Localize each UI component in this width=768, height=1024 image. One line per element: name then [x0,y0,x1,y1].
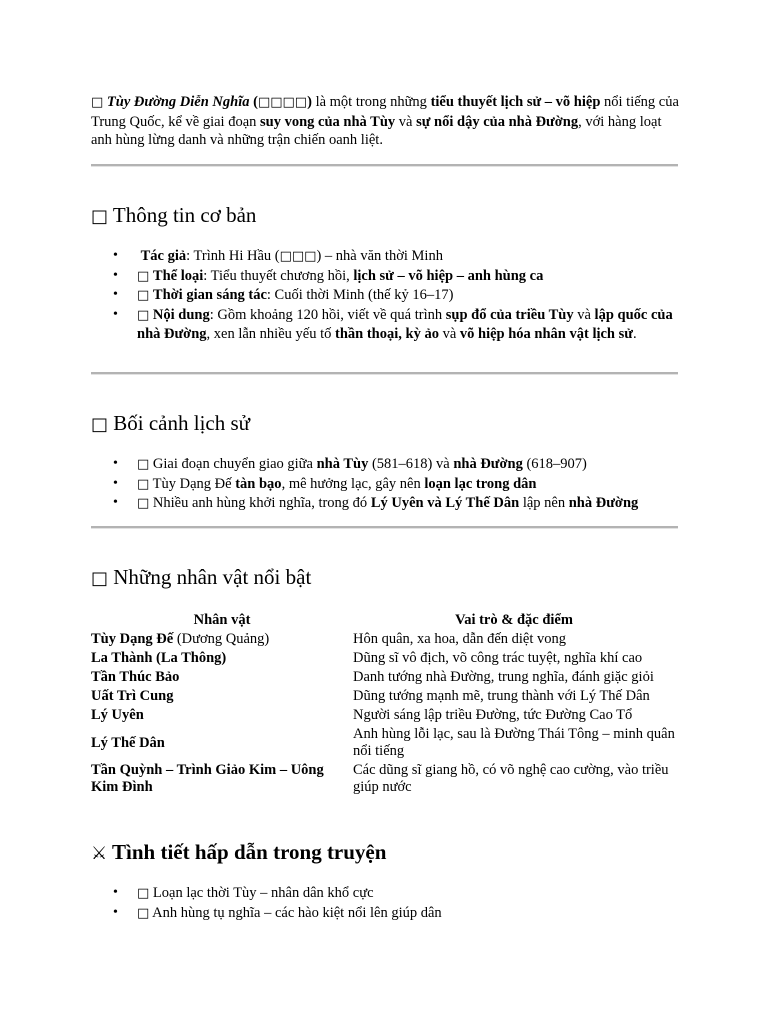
divider [91,372,678,375]
section-heading-characters: □ Những nhân vật nổi bật [91,565,312,589]
context-list [91,455,681,514]
table-row: Lý Thế Dân Anh hùng lỗi lạc, sau là Đường Thái Tông – minh quân nổi tiếng [91,726,675,759]
characters-table [91,610,675,797]
bullet-icon: □ [137,496,150,511]
column-header-role: Vai trò & đặc điểm [455,611,573,628]
plot-list [91,884,681,923]
section-heading-context: □ Bối cảnh lịch sử [91,411,251,435]
table-row: Tần Thúc Bảo Danh tướng nhà Đường, trung nghĩa, đánh giặc giỏi [91,669,654,685]
content-icon: □ [137,307,150,323]
crossed-swords-icon: ⚔ [91,843,108,864]
basic-info-list [91,247,681,344]
list-item: • □ Tùy Dạng Đế tàn bạo, mê hưởng lạc, gây nên loạn lạc trong dân [91,475,681,495]
bullet-icon: □ [137,886,150,901]
table-row: Uất Trì Cung Dũng tướng mạnh mẽ, trung thành với Lý Thế Dân [91,688,650,704]
list-item-time: • □ Thời gian sáng tác: Cuối thời Minh (thế kỷ 16–17) [91,286,681,306]
table-row: Lý Uyên Người sáng lập triều Đường, tức Đường Cao Tổ [91,707,633,723]
list-item: • □ Anh hùng tụ nghĩa – các hào kiệt nổi lên giúp dân [91,904,681,924]
table-header-row [91,610,675,630]
bullet-icon: □ [137,905,150,921]
divider [91,164,678,167]
book-title: Tùy Đường Diễn Nghĩa [106,94,250,110]
info-icon: □ [91,206,109,227]
native-title: □□□□ [257,95,308,110]
list-item-genre: • □ Thể loại: Tiểu thuyết chương hồi, lịch sử – võ hiệp – anh hùng ca [91,267,681,287]
book-icon: □ [91,95,104,110]
table-row: Tần Quỳnh – Trình Giảo Kim – Uông Kim Đình Các dũng sĩ giang hồ, có võ nghệ cao cường, vào triều giúp nước [91,762,669,795]
history-icon: □ [91,414,109,435]
bullet-icon: □ [137,457,150,472]
divider [91,526,678,529]
people-icon: □ [91,568,109,589]
list-item-content: • □ Nội dung: Gồm khoảng 120 hồi, viết về quá trình sụp đổ của triều Tùy và lập quốc của nhà Đường, xen lẫn nhiều yếu tố thần thoại, kỳ ảo và võ hiệp hóa nhân vật lịch sử. [91,306,681,344]
genre-icon: □ [137,268,150,284]
intro-paragraph: □ Tùy Đường Diễn Nghĩa (□□□□) là một trong những tiểu thuyết lịch sử – võ hiệp nổi tiếng của Trung Quốc, kể về giai đoạn suy vong của nhà Tùy và sự nổi dậy của nhà Đường, với hàng loạt anh hùng lừng danh và những trận chiến oanh liệt. [91,94,679,148]
list-item: • □ Nhiều anh hùng khởi nghĩa, trong đó Lý Uyên và Lý Thế Dân lập nên nhà Đường [91,494,681,514]
section-heading-plot: ⚔ Tình tiết hấp dẫn trong truyện [91,840,387,864]
calendar-icon: □ [137,288,150,303]
table-row: La Thành (La Thông) Dũng sĩ vô địch, võ công trác tuyệt, nghĩa khí cao [91,650,643,666]
list-item: • □ Loạn lạc thời Tùy – nhân dân khổ cực [91,884,681,904]
section-heading-basic-info: □ Thông tin cơ bản [91,203,257,227]
column-header-character: Nhân vật [193,611,251,628]
list-item: • □ Giai đoạn chuyển giao giữa nhà Tùy (581–618) và nhà Đường (618–907) [91,455,681,475]
table-row: Tùy Dạng Đế (Dương Quảng) Hôn quân, xa hoa, dẫn đến diệt vong [91,631,567,647]
bullet-icon: □ [137,476,150,492]
list-item-author: • Tác giả: Trình Hi Hầu (□□□) – nhà văn thời Minh [91,247,681,267]
